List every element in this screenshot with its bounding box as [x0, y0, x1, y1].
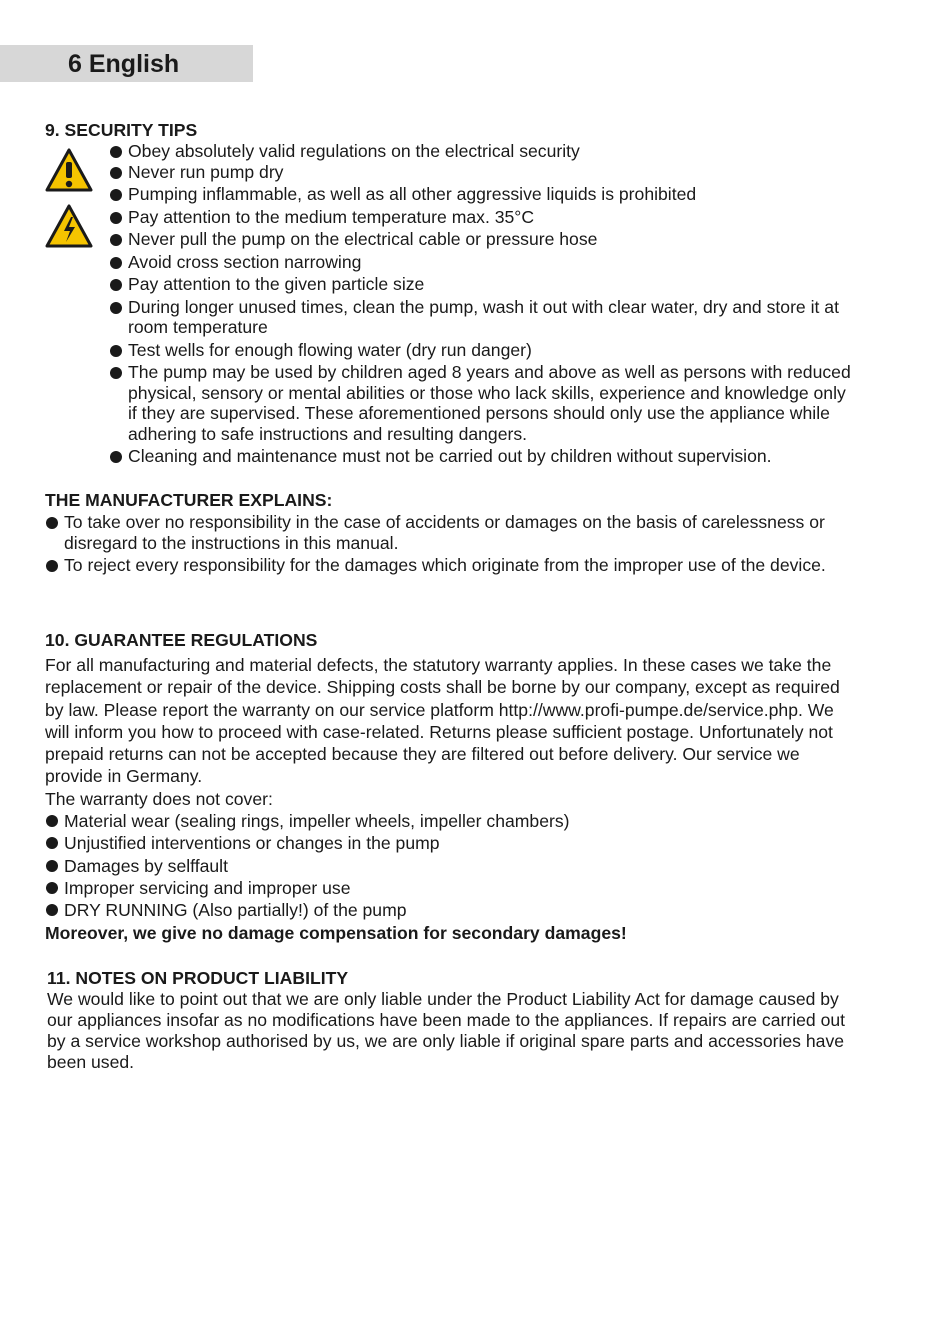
list-item: Improper servicing and improper use — [45, 877, 850, 899]
security-tips-heading: 9. SECURITY TIPS — [45, 120, 198, 140]
list-item: Pay attention to the medium temperature max. 35°C — [109, 207, 854, 228]
page-header — [0, 45, 253, 82]
list-item: Pay attention to the given particle size — [109, 274, 854, 295]
list-item: Unjustified interventions or changes in the pump — [45, 832, 850, 854]
list-item: The pump may be used by children aged 8 years and above as well as persons with reduced physical, sensory or mental abilities or those who lack skills, experience and knowledge only if they are supervised. These aforementioned persons should only use the appliance while adhering to safe instructions and resulting dangers. — [109, 362, 854, 444]
list-item: During longer unused times, clean the pump, wash it out with clear water, dry and store it at room temperature — [109, 297, 854, 338]
list-item: DRY RUNNING (Also partially!) of the pump — [45, 899, 850, 921]
warranty-not-covered-label: The warranty does not cover: — [45, 788, 273, 809]
list-item: Test wells for enough flowing water (dry run danger) — [109, 340, 854, 361]
liability-section — [47, 968, 862, 1073]
list-item: Never pull the pump on the electrical cable or pressure hose — [109, 229, 854, 250]
list-item: Damages by selffault — [45, 855, 850, 877]
guarantee-closing: Moreover, we give no damage compensation for secondary damages! — [45, 922, 627, 943]
list-item: Pumping inflammable, as well as all other aggressive liquids is prohibited — [109, 184, 854, 205]
list-item: To take over no responsibility in the case of accidents or damages on the basis of carelessness or disregard to the instructions in this manual. — [45, 512, 845, 553]
list-item: Obey absolutely valid regulations on the electrical security — [109, 141, 854, 162]
warning-exclamation-icon — [45, 148, 93, 192]
warranty-exclusions-list — [45, 810, 850, 921]
guarantee-section — [45, 629, 850, 944]
list-item: Never run pump dry — [109, 162, 854, 183]
liability-paragraph: We would like to point out that we are only liable under the Product Liability Act for damage caused by our appliances insofar as no modifications have been made to the appliances. If repairs are carried out by a service workshop authorised by us, we are only liable if original spare parts and accessories have been used. — [47, 989, 846, 1072]
page-title: 6 English — [68, 50, 180, 78]
list-item: Cleaning and maintenance must not be carried out by children without supervision. — [109, 446, 854, 467]
list-item: Material wear (sealing rings, impeller wheels, impeller chambers) — [45, 810, 850, 832]
high-voltage-icon — [45, 204, 93, 248]
list-item: Avoid cross section narrowing — [109, 252, 854, 273]
list-item: To reject every responsibility for the damages which originate from the improper use of the device. — [45, 555, 845, 576]
security-tips-section — [45, 119, 865, 141]
guarantee-heading: 10. GUARANTEE REGULATIONS — [45, 630, 318, 650]
manufacturer-heading: THE MANUFACTURER EXPLAINS: — [45, 490, 333, 510]
manufacturer-section — [45, 489, 845, 576]
guarantee-paragraph: For all manufacturing and material defects, the statutory warranty applies. In these cases we take the replacement or repair of the device. Shipping costs shall be borne by our company, except as required by law. Please report the warranty on our service platform http://www.profi-pumpe.de/service.php. We will inform you how to proceed with case-related. Returns please sufficient postage. Unfortunately not prepaid returns can not be accepted because they are filtered out before delivery. Our service we provide in Germany. — [45, 655, 840, 787]
security-tips-list — [109, 141, 854, 467]
liability-heading: 11. NOTES ON PRODUCT LIABILITY — [47, 968, 349, 988]
security-tips-list-wrapper — [109, 141, 854, 467]
manufacturer-list — [45, 512, 845, 576]
